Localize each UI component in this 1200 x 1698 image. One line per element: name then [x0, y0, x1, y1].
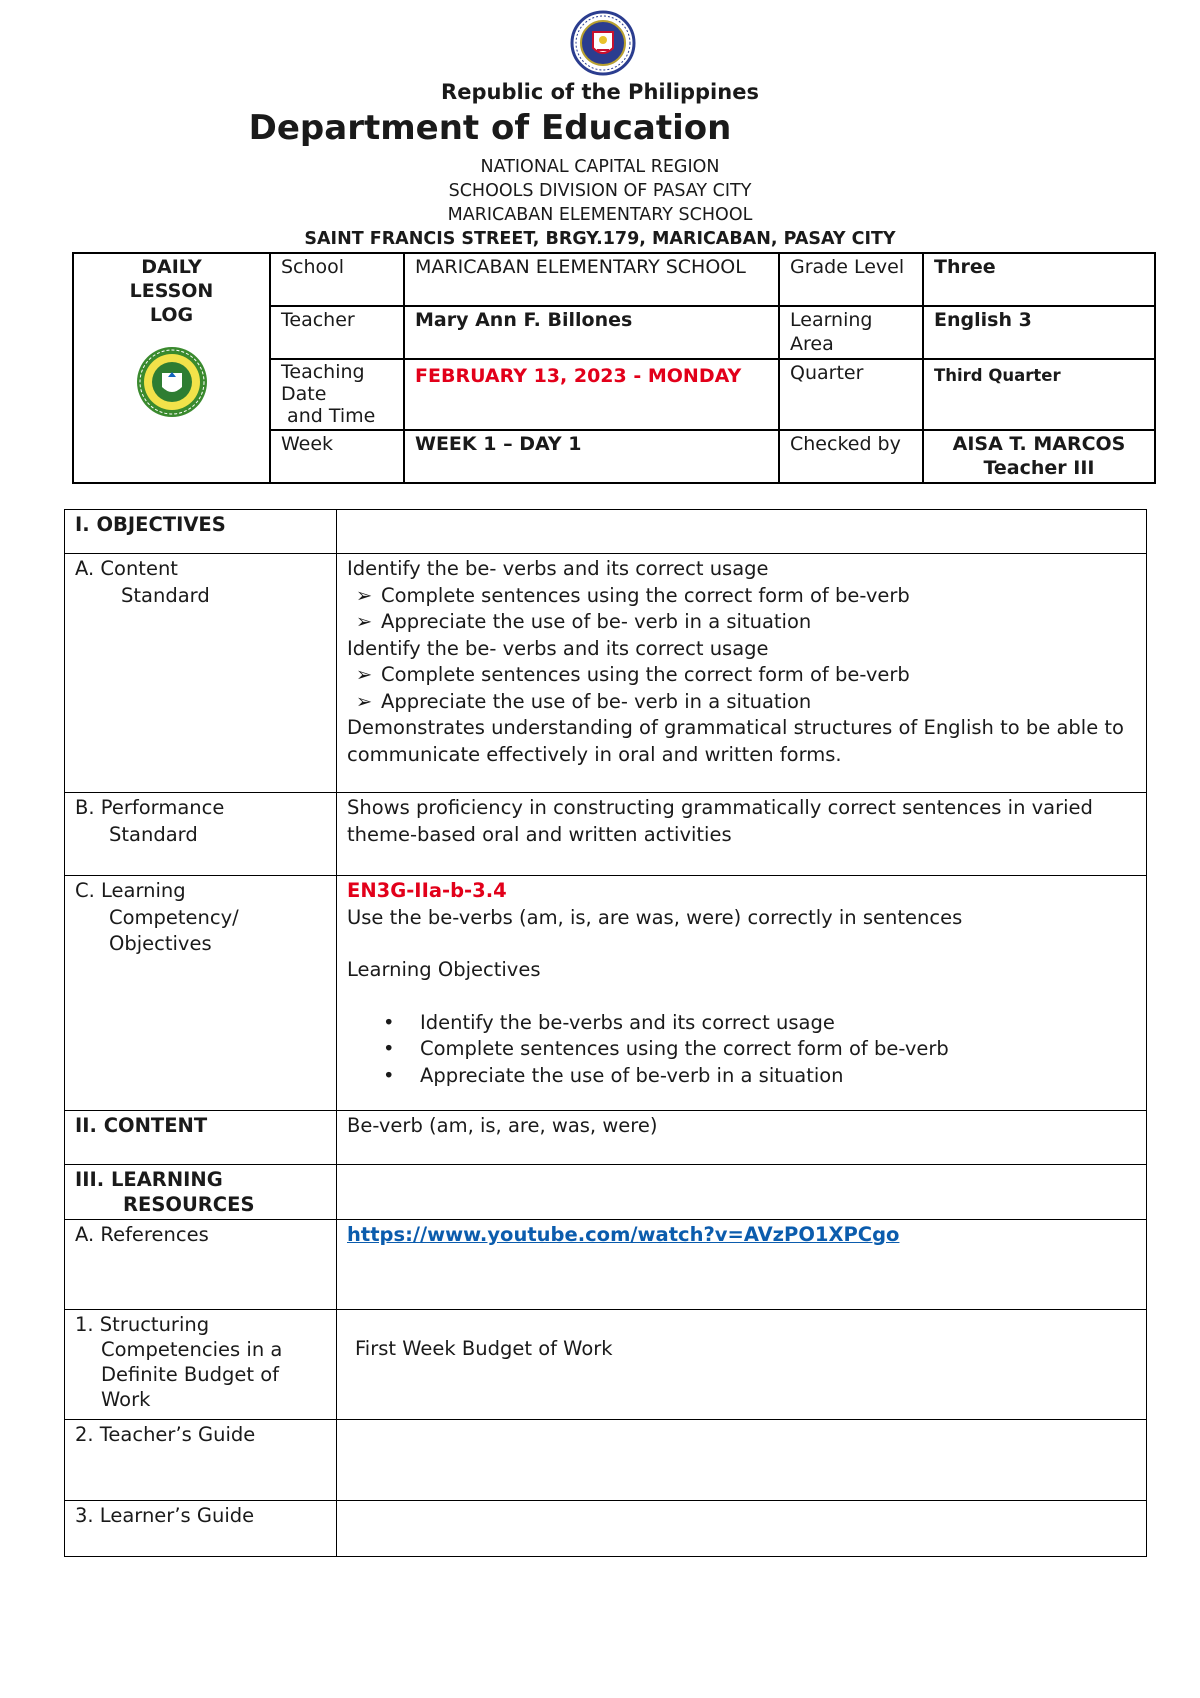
content-standard-label — [65, 554, 337, 793]
title-line: LOG — [149, 304, 194, 326]
date-label-line: Date — [281, 383, 327, 405]
competency-text: Use the be-verbs (am, is, are was, were) correctly in sentences — [347, 905, 963, 929]
teacher-value: Mary Ann F. Billones — [404, 306, 779, 359]
structuring-label-text: 1. Structuring Competencies in a Definite Budget of Work — [75, 1313, 283, 1411]
division-text: SCHOOLS DIVISION OF PASAY CITY — [448, 181, 752, 201]
grade-value: Three — [923, 253, 1155, 306]
arrow-item-text: Complete sentences using the correct form of be-verb — [381, 583, 910, 607]
structuring-label — [65, 1310, 337, 1420]
objective-item: • Complete sentences using the correct form of be-verb — [383, 1037, 949, 1060]
date-label-line: Teaching — [281, 361, 365, 383]
learning-area-value: English 3 — [923, 306, 1155, 359]
label-line: III. LEARNING — [75, 1168, 223, 1191]
lesson-info-table — [72, 252, 1156, 484]
competency-code: EN3G-IIa-b-3.4 — [347, 879, 507, 902]
standard-line: Identify the be- verbs and its correct usage — [347, 557, 769, 580]
label-line: Standard — [109, 822, 198, 846]
school-logo-icon — [132, 345, 212, 419]
checked-by-value — [923, 430, 1155, 483]
resources-empty-cell — [337, 1165, 1147, 1220]
learning-objectives-label: Learning Objectives — [347, 958, 541, 981]
objective-item-text: Appreciate the use of be-verb in a situation — [420, 1063, 844, 1087]
label-line: Objectives — [109, 932, 212, 955]
title-line: LESSON — [129, 280, 214, 302]
title-line: DAILY — [141, 256, 202, 278]
learning-area-label: Learning Area — [779, 306, 923, 359]
week-value: WEEK 1 – DAY 1 — [404, 430, 779, 483]
quarter-value: Third Quarter — [923, 359, 1155, 430]
arrow-item-text: Appreciate the use of be- verb in a situation — [381, 610, 812, 633]
republic-text: Republic of the Philippines — [441, 80, 759, 104]
content-heading: II. CONTENT — [65, 1111, 337, 1165]
performance-standard-value: Shows proficiency in constructing grammatically correct sentences in varied theme-based oral and written activities — [337, 793, 1147, 876]
structuring-value: First Week Budget of Work — [337, 1310, 1147, 1420]
references-value — [337, 1220, 1147, 1310]
objective-item-text: Complete sentences using the correct form of be-verb — [420, 1037, 949, 1060]
competency-value — [337, 876, 1147, 1111]
objectives-heading: I. OBJECTIVES — [65, 510, 337, 554]
checker-name: AISA T. MARCOS — [952, 433, 1126, 455]
references-label: A. References — [65, 1220, 337, 1310]
school-value: MARICABAN ELEMENTARY SCHOOL — [404, 253, 779, 306]
arrow-item: ➢ Complete sentences using the correct form of be-verb — [355, 583, 910, 607]
arrow-item-text: Appreciate the use of be- verb in a situation — [381, 689, 812, 713]
objective-item: • Identify the be-verbs and its correct usage — [383, 1010, 835, 1034]
teaching-date-label — [270, 359, 404, 430]
date-label-line: and Time — [287, 405, 376, 427]
week-label: Week — [270, 430, 404, 483]
competency-label — [65, 876, 337, 1111]
arrow-item: ➢ Appreciate the use of be- verb in a situation — [355, 689, 812, 713]
label-line: A. Content — [75, 557, 178, 580]
checked-by-label: Checked by — [779, 430, 923, 483]
arrow-item: ➢ Complete sentences using the correct form of be-verb — [355, 663, 910, 686]
learners-guide-value — [337, 1501, 1147, 1557]
content-value: Be-verb (am, is, are, was, were) — [337, 1111, 1147, 1165]
learners-guide-label: 3. Learner’s Guide — [65, 1501, 337, 1557]
label-line: C. Learning — [75, 879, 186, 902]
performance-standard-label — [65, 793, 337, 876]
department-title: Department of Education — [248, 108, 732, 148]
resources-heading — [65, 1165, 337, 1220]
youtube-reference-link[interactable]: https://www.youtube.com/watch?v=AVzPO1XPCgo — [347, 1223, 900, 1246]
quarter-label: Quarter — [779, 359, 923, 430]
standard-line: Demonstrates understanding of grammatical structures of English to be able to communicate effectively in oral and written forms. — [347, 716, 1124, 766]
lesson-plan-table — [64, 509, 1147, 1557]
label-line: RESOURCES — [123, 1193, 255, 1216]
region-text: NATIONAL CAPITAL REGION — [480, 157, 720, 177]
deped-seal-icon — [553, 10, 653, 76]
objective-item: • Appreciate the use of be-verb in a situation — [383, 1063, 844, 1087]
label-line: Competency/ — [109, 905, 239, 929]
daily-lesson-log-cell — [73, 253, 270, 483]
objectives-empty-cell — [337, 510, 1147, 554]
label-line: Standard — [121, 583, 210, 607]
standard-line: Identify the be- verbs and its correct usage — [347, 636, 769, 660]
content-standard-value — [337, 554, 1147, 793]
school-label: School — [270, 253, 404, 306]
teachers-guide-value — [337, 1420, 1147, 1501]
checker-title: Teacher III — [983, 457, 1095, 479]
teaching-date-value: FEBRUARY 13, 2023 - MONDAY — [404, 359, 779, 430]
teachers-guide-label: 2. Teacher’s Guide — [65, 1420, 337, 1501]
address-text: SAINT FRANCIS STREET, BRGY.179, MARICABAN, PASAY CITY — [304, 229, 896, 249]
label-line: B. Performance — [75, 796, 225, 819]
school-name-text: MARICABAN ELEMENTARY SCHOOL — [447, 205, 753, 225]
arrow-item: ➢ Appreciate the use of be- verb in a situation — [355, 610, 812, 633]
grade-label: Grade Level — [779, 253, 923, 306]
teacher-label: Teacher — [270, 306, 404, 359]
objective-item-text: Identify the be-verbs and its correct usage — [420, 1010, 835, 1034]
arrow-item-text: Complete sentences using the correct form of be-verb — [381, 663, 910, 686]
